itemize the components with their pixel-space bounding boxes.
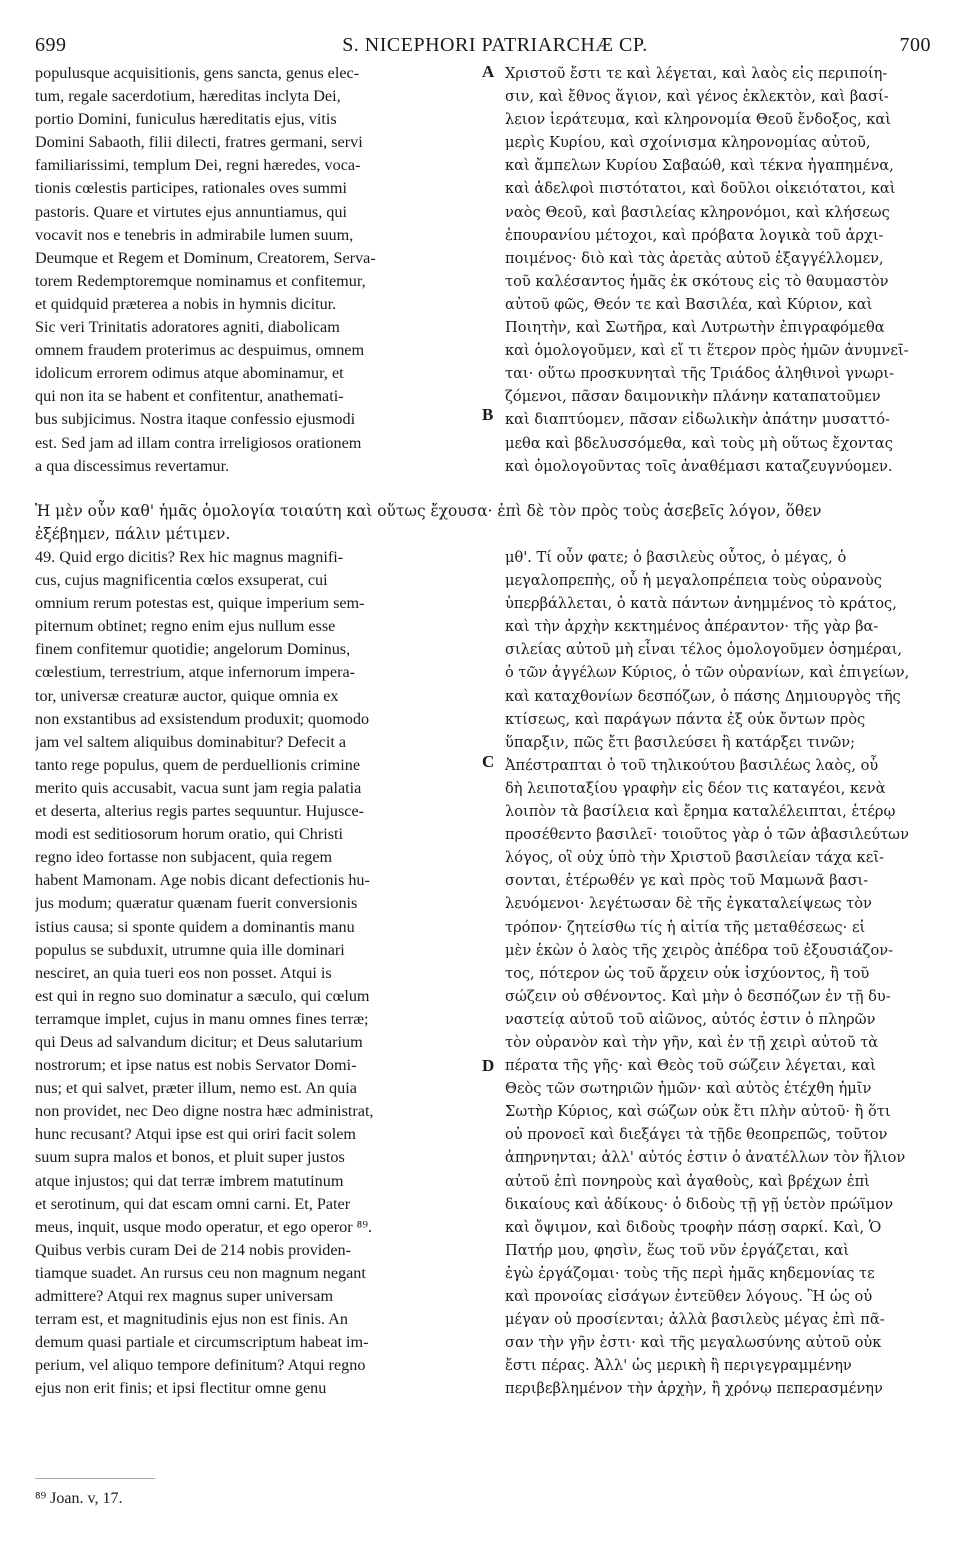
- latin-line: est. Sed jam ad illam contra irreligiosos orationem: [35, 433, 362, 452]
- latin-line: perium, vel aliquo tempore definitum? Atqui regno: [35, 1356, 366, 1375]
- greek-line: κτίσεως, καὶ παράγων πάντα ἐξ οὐκ ὄντων πρὸς: [505, 710, 866, 728]
- latin-line: portio Domini, funiculus hæreditatis ejus, vitis: [35, 110, 337, 129]
- latin-line: tanto rege populus, quem de perduellionis crimine: [35, 755, 361, 774]
- greek-line: λειον ἱεράτευμα, καὶ κληρονομία Θεοῦ ἔνδοξος, καὶ: [505, 111, 891, 129]
- margin-letter-b: B: [482, 405, 494, 424]
- greek-line: ὕπαρξιν, πῶς ἔτι βασιλεύσει ἢ κατάρξει τινῶν;: [505, 733, 856, 751]
- running-title: S. NICEPHORI PATRIARCHÆ CP.: [342, 34, 648, 56]
- latin-line: familiarissimi, templum Dei, regni hæredes, voca-: [35, 156, 361, 175]
- latin-line: populus se subduxit, utrumne quia ille dominari: [35, 940, 345, 959]
- latin-line: jus modum; quæratur quænam fuerit conversionis: [35, 894, 358, 913]
- latin-line: et deserta, alterius regis partes sequuntur. Hujusce-: [35, 802, 365, 821]
- latin-line: modi est seditiosorum horum oratio, qui Christi: [35, 825, 343, 844]
- latin-column-bottom: [35, 546, 475, 1400]
- latin-line: et quidquid præterea a nobis in hymnis dicitur.: [35, 294, 337, 313]
- greek-line: τρόπον· ζητείσθω τίς ἡ αἰτία τῆς μεταθέσεως· εἰ: [505, 918, 866, 936]
- latin-line: cus, cujus magnificentia cœlos exsuperat, cui: [35, 571, 328, 590]
- greek-line: προσέθεντο βασιλεῖ· τοιοῦτος γὰρ ὁ τῶν ἀβασιλεύτων: [505, 826, 909, 844]
- greek-line: τὸν οὐρανὸν καὶ τὴν γῆν, καὶ ἐν τῇ χειρὶ αὐτοῦ τὰ: [505, 1033, 879, 1051]
- latin-column-top: [35, 62, 475, 478]
- greek-line: λευόμενοι· λεγέτωσαν δὲ τῆς ἐγκαταλείψεως τὸν: [505, 895, 872, 913]
- greek-line: ποιμένος· διὸ καὶ τὰς ἀρετὰς αὐτοῦ ἐξαγγέλλομεν,: [505, 249, 884, 267]
- greek-line: καὶ προνοίας εἰσάγων ἐντεῦθεν λόγους. Ἢ ὡς οὐ: [505, 1288, 873, 1305]
- latin-line: istius causa; si sponte quidem a dominantis manu: [35, 917, 355, 936]
- margin-letter-d: D: [482, 1056, 495, 1075]
- greek-line: μερὶς Κυρίου, καὶ σχοίνισμα κληρονομίας αὐτοῦ,: [505, 134, 871, 152]
- greek-line: σώζειν οὐ σθένοντος. Καὶ μὴν ὁ δεσπόζων ἐν τῇ δυ-: [505, 987, 891, 1005]
- latin-line: idolicum errorem odimus atque abominamur, et: [35, 364, 344, 383]
- latin-line: tor, universæ creaturæ auctor, quique omnia ex: [35, 686, 339, 705]
- greek-line: μέγαν οὐ προσίενται; ἀλλὰ βασιλεὺς μέγας ἐπὶ πᾶ-: [505, 1311, 885, 1329]
- latin-line: 49. Quid ergo dicitis? Rex hic magnus magnifi-: [35, 548, 344, 566]
- greek-line: σιν, καὶ ἔθνος ἅγιον, καὶ γένος ἐκλεκτὸν, καὶ βασί-: [505, 88, 889, 106]
- latin-line: regno ideo fortasse non subjacent, quia regem: [35, 848, 333, 867]
- latin-line: tiamque suadet. An rursus ceu non magnum negant: [35, 1263, 366, 1282]
- greek-line: σονται, ἑτέρωθέν γε καὶ πρὸς τοῦ Μαμωνᾶ βασι-: [505, 872, 869, 890]
- latin-line: et serotinum, qui dat escam omni carni. Et, Pater: [35, 1194, 351, 1213]
- greek-line: ἐπουρανίου μέτοχοι, καὶ πρόβατα λογικὰ τοῦ ἀρχι-: [505, 226, 884, 244]
- latin-line: terram est, et magnitudinis ejus non est finis. An: [35, 1310, 348, 1329]
- latin-line: nesciret, an quia tueri eos non posset. Atqui is: [35, 963, 332, 982]
- latin-line: qui Deus ad salvandum dicitur; et Deus salutarium: [35, 1032, 363, 1051]
- latin-line: nostrorum; et ipse natus est nobis Servator Domi-: [35, 1056, 357, 1075]
- greek-line: καὶ τὴν ἀρχὴν κεκτημένος ἀπέραντον· τῆς γὰρ βα-: [505, 618, 879, 636]
- greek-line: καὶ ὁμολογοῦντας τοῖς ἀναθέμασι καταζευγνύομεν.: [505, 457, 893, 475]
- latin-line: piternum obtinet; regno enim ejus nullum esse: [35, 617, 336, 636]
- greek-column-top: [505, 62, 925, 478]
- greek-line: ἐγὼ ἐργάζομαι· τοὺς τῆς περὶ ἡμᾶς κηδεμονίας τε: [505, 1264, 875, 1282]
- latin-line: omnium rerum potestas est, quique imperium sem-: [35, 594, 365, 613]
- latin-line: omnem fraudem proterimus ac despuimus, omnem: [35, 341, 365, 360]
- greek-line: ἀπηρνηνται; ἀλλ' αὐτός ἐστιν ὁ ἀνατέλλων τὸν ἥλιον: [505, 1149, 906, 1167]
- latin-line: habent Mamonam. Age nobis dicant defectionis hu-: [35, 871, 370, 890]
- latin-line: non providet, nec Deo digne nostra hæc administrat,: [35, 1102, 374, 1121]
- latin-line: cœlestium, terrestrium, atque infernorum impera-: [35, 663, 356, 682]
- latin-line: ejus non erit finis; et ipsi flectitur omne genu: [35, 1379, 327, 1398]
- latin-line: nus; et qui salvet, præter illum, nemo est. An quia: [35, 1079, 357, 1098]
- latin-line: non exstantibus ad exsistendum produxit; quomodo: [35, 709, 370, 728]
- greek-line: λοιπὸν τὰ βασίλεια καὶ ἔρημα καταλέλειπται, ἑτέρῳ: [505, 803, 896, 821]
- latin-line: pastoris. Quare et virtutes ejus annuntiamus, qui: [35, 202, 347, 221]
- greek-line: λόγος, οἳ οὐχ ὑπὸ τὴν Χριστοῦ βασιλείαν τάχα κεῖ-: [505, 849, 884, 867]
- greek-line: μθ'. Τί οὖν φατε; ὁ βασιλεὺς οὗτος, ὁ μέγας, ὁ: [505, 549, 847, 566]
- greek-line: Πατήρ μου, φησὶν, ἕως τοῦ νῦν ἐργάζεται, καὶ: [505, 1241, 850, 1259]
- greek-column-bottom: [505, 546, 925, 1400]
- greek-line: ἔστι πέρας. Ἀλλ' ὡς μερικὴ ἢ περιγεγραμμένην: [505, 1357, 852, 1375]
- latin-line: jam vel saltem aliquibus dominabitur? Defecit a: [35, 732, 347, 751]
- latin-line: admittere? Atqui rex magnus super universam: [35, 1287, 334, 1305]
- greek-line: καὶ ὁμολογοῦμεν, καὶ εἴ τι ἕτερον πρὸς ἡμῶν ἀνυμνεῖ-: [505, 342, 909, 360]
- page-number-right: 700: [899, 34, 931, 56]
- latin-line: tionis cœlestis participes, rationales oves summi: [35, 179, 348, 198]
- latin-line: torem Redemptoremque nominamus et confitemur,: [35, 271, 366, 290]
- greek-line: καὶ ἀδελφοὶ πιστότατοι, καὶ δοῦλοι οἰκειότατοι, καὶ: [505, 180, 896, 198]
- greek-line: Χριστοῦ ἔστι τε καὶ λέγεται, καὶ λαὸς εἰς περιποίη-: [505, 65, 888, 82]
- greek-line: τοῦ καλέσαντος ἡμᾶς ἐκ σκότους εἰς τὸ θαυμαστὸν: [505, 272, 889, 290]
- greek-line: αὐτοῦ φῶς, Θεόν τε καὶ Βασιλέα, καὶ Κύριον, καὶ: [505, 295, 873, 313]
- greek-line: οὐ προνοεῖ καὶ διεξάγει τὰ τῇδε θεοπρεπῶς, τοῦτον: [505, 1126, 888, 1144]
- greek-line: μὲν ἑκὼν ὁ λαὸς τῆς χειρὸς ἀπέδρα τοῦ ἐξουσιάζον-: [505, 941, 894, 959]
- latin-line: hunc recusant? Atqui ipse est qui oriri facit solem: [35, 1125, 356, 1144]
- greek-line: Ποιητὴν, καὶ Σωτῆρα, καὶ Λυτρωτὴν ἐπιγραφόμεθα: [505, 319, 885, 337]
- latin-line: terramque implet, cujus in manu omnes fines terræ;: [35, 1009, 369, 1028]
- latin-line: Sic veri Trinitatis adoratores agniti, diabolicam: [35, 318, 340, 337]
- greek-full-line-1: Ἡ μὲν οὖν καθ' ἡμᾶς ὁμολογία τοιαύτη καὶ οὕτως ἔχουσα· ἐπὶ δὲ τὸν πρὸς τοὺς ἀσεβεῖς λόγον, ὅθεν: [35, 502, 822, 520]
- greek-line: ται· οὕτω προσκυνηταὶ τῆς Τριάδος ἀληθινοὶ γνωρι-: [505, 365, 895, 383]
- greek-full-line-2: ἐξέβημεν, πάλιν μέτιμεν.: [35, 525, 231, 543]
- page-number-left: 699: [35, 34, 67, 56]
- greek-line: ναὸς Θεοῦ, καὶ βασιλείας κληρονόμοι, καὶ κλήσεως: [505, 203, 890, 221]
- greek-line: δὴ λειποταξίου γραφὴν εἰς δέον τις καταγέοι, κενὰ: [505, 779, 886, 797]
- latin-line: populusque acquisitionis, gens sancta, genus elec-: [35, 64, 360, 82]
- latin-line: vocavit nos e tenebris in admirabile lumen suum,: [35, 225, 354, 244]
- greek-line: καὶ ὄψιμον, καὶ διδοὺς τροφὴν πάσῃ σαρκί. Καὶ, Ὁ: [505, 1218, 882, 1236]
- greek-line: αὐτοῦ ἐπὶ πονηροὺς καὶ ἀγαθοὺς, καὶ βρέχων ἐπὶ: [505, 1172, 870, 1190]
- latin-line: meus, inquit, usque modo operatur, et ego operor ⁸⁹.: [35, 1217, 373, 1236]
- latin-line: bus subjicimus. Nostra itaque confessio ejusmodi: [35, 410, 356, 429]
- greek-line: δικαίους καὶ ἀδίκους· ὁ διδοὺς τῇ γῇ ὑετὸν πρώϊμον: [505, 1195, 894, 1213]
- greek-line: καὶ καταχθονίων δεσπόζων, ὁ πάσης Δημιουργὸς τῆς: [505, 687, 901, 705]
- greek-line: καὶ διαπτύομεν, πᾶσαν εἰδωλικὴν ἀπάτην μυσαττό-: [505, 411, 890, 429]
- greek-line: μεθα καὶ βδελυσσόμεθα, καὶ τοὺς μὴ οὕτως ἔχοντας: [505, 434, 893, 452]
- latin-line: finem confitemur quotidie; angelorum Dominus,: [35, 640, 351, 659]
- greek-line: τος, πότερον ὡς τοῦ ἄρχειν οὐκ ἰσχύοντος, ἢ τοῦ: [505, 964, 870, 982]
- greek-line: ὁ τῶν ἀγγέλων Κύριος, ὁ τῶν οὐρανίων, καὶ ἐπιγείων,: [505, 664, 910, 682]
- margin-letter-a: A: [482, 62, 495, 81]
- footnote-rule: [35, 1478, 155, 1479]
- latin-line: Quibus verbis curam Dei de 214 nobis providen-: [35, 1240, 352, 1259]
- greek-line: Σωτὴρ Κύριος, καὶ σώζων οὐκ ἔτι πλὴν αὐτοῦ· ἢ ὅτι: [505, 1103, 891, 1121]
- greek-line: Θεὸς τῶν σωτηριῶν ἡμῶν· καὶ αὐτὸς ἐτέχθη ἡμῖν: [505, 1080, 872, 1098]
- greek-line: ζόμενοι, πᾶσαν δαιμονικὴν πλάνην καταπατοῦμεν: [505, 388, 881, 406]
- greek-line: καὶ ἄμπελων Κυρίου Σαβαώθ, καὶ τέκνα ἠγαπημένα,: [505, 157, 894, 175]
- greek-line: ναστείᾳ αὐτοῦ τοῦ αἰῶνος, αὐτός ἐστιν ὁ πληρῶν: [505, 1010, 876, 1028]
- greek-line: μεγαλοπρεπὴς, οὗ ἡ μεγαλοπρέπεια τοὺς οὐρανοὺς: [505, 572, 882, 590]
- latin-line: Deumque et Regem et Dominum, Creatorem, Serva-: [35, 248, 376, 267]
- latin-line: atque injustos; qui dat terræ imbrem matutinum: [35, 1171, 344, 1190]
- greek-line: Ἀπέστραπται ὁ τοῦ τηλικούτου βασιλέως λαὸς, οὗ: [505, 756, 879, 774]
- greek-line: ὑπερβάλλεται, ὁ κατὰ πάντων ἀνημμένος τὸ κράτος,: [505, 595, 897, 613]
- latin-line: tum, regale sacerdotium, hæreditas inclyta Dei,: [35, 87, 341, 106]
- greek-line: περιβεβλημένον τὴν ἀρχὴν, ἢ χρόνῳ πεπερασμένην: [505, 1380, 883, 1398]
- latin-line: qui non ita se habent et confitentur, anathemati-: [35, 387, 344, 406]
- greek-line: σιλείας αὐτοῦ μὴ εἶναι τέλος ὁμολογοῦμεν ὁσημέραι,: [505, 641, 903, 659]
- footnote: ⁸⁹ Joan. v, 17.: [35, 1490, 123, 1507]
- latin-line: a qua discessimus revertamur.: [35, 456, 230, 475]
- latin-line: merito quis accusabit, vacua sunt jam regia palatia: [35, 778, 362, 797]
- margin-letter-c: C: [482, 752, 495, 771]
- greek-line: σαν τὴν γῆν ἐστι· καὶ τῆς μεγαλωσύνης αὐτοῦ οὐκ: [505, 1334, 882, 1352]
- latin-line: Domini Sabaoth, filii dilecti, fratres germani, servi: [35, 133, 363, 152]
- latin-line: est qui in regno suo dominatur a sæculo, qui cœlum: [35, 986, 370, 1005]
- greek-line: πέρατα τῆς γῆς· καὶ Θεὸς τοῦ σώζειν λέγεται, καὶ: [505, 1057, 876, 1075]
- latin-line: suum supra malos et bonos, et pluit super justos: [35, 1148, 345, 1167]
- latin-line: demum quasi partiale et circumscriptum habeat im-: [35, 1333, 369, 1352]
